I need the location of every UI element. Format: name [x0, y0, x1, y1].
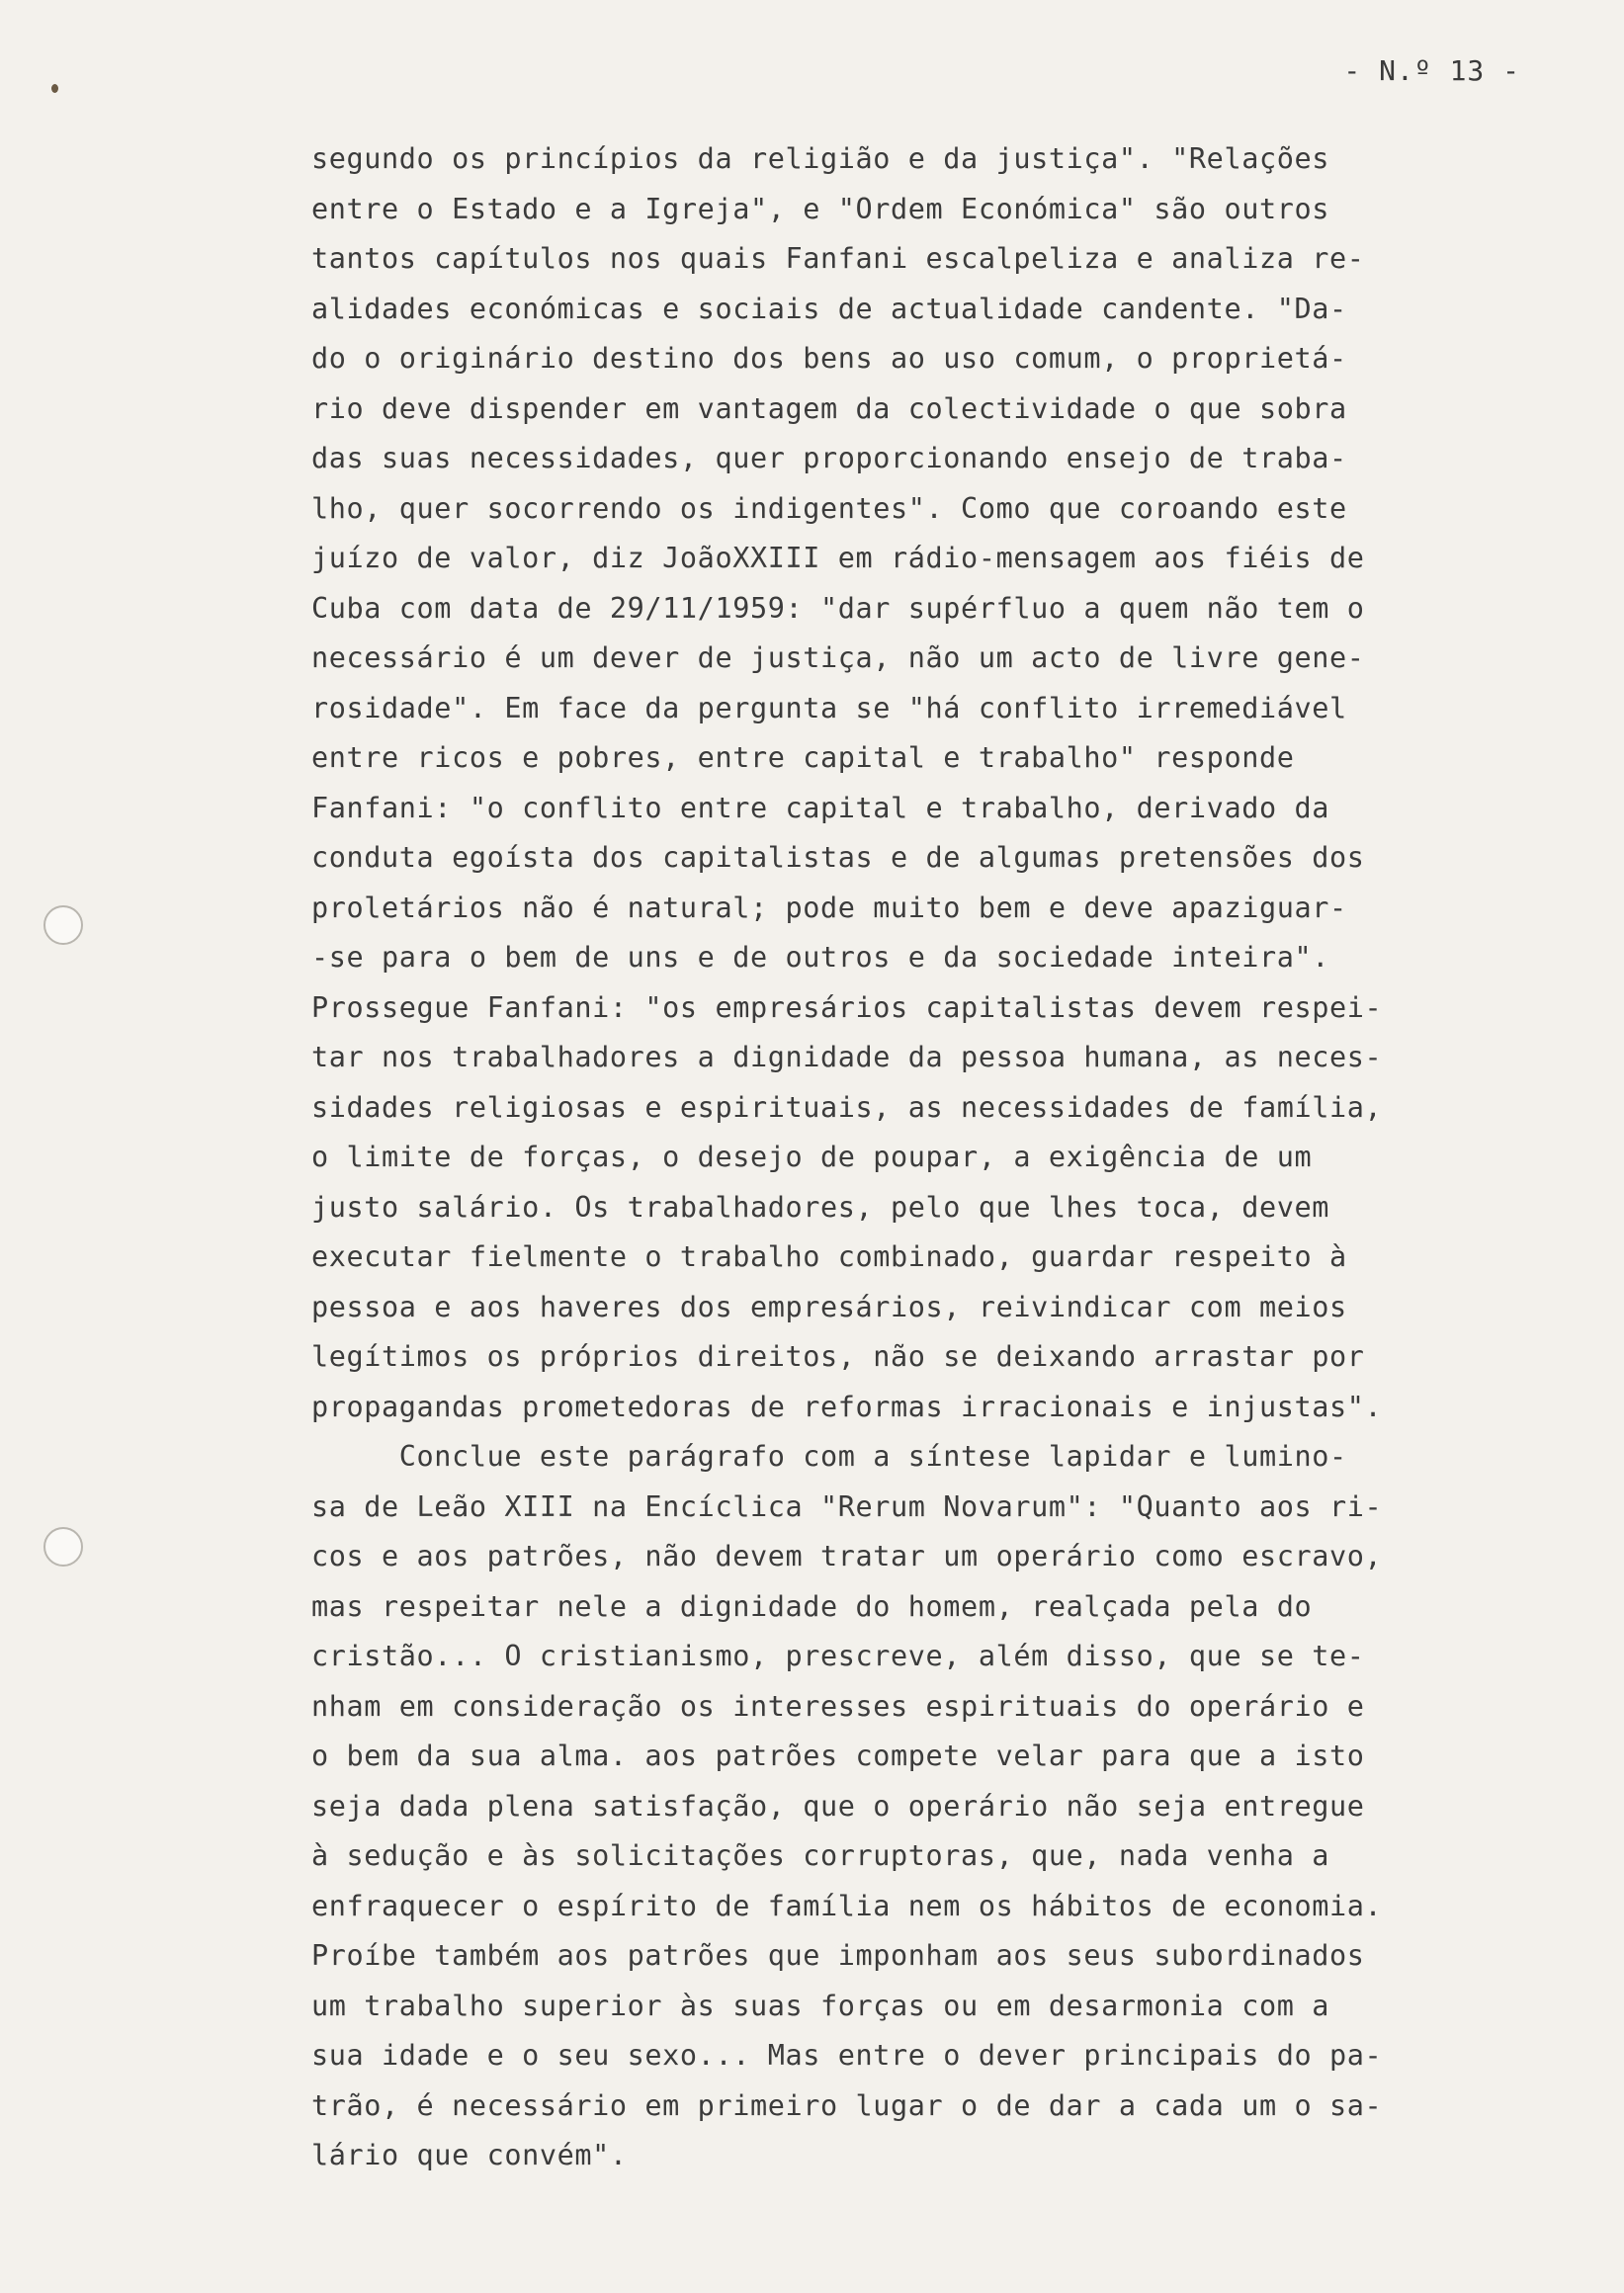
text-line: rosidade". Em face da pergunta se "há conflito irremediável: [311, 691, 1347, 724]
text-line: pessoa e aos haveres dos empresários, reivindicar com meios: [311, 1290, 1347, 1323]
text-line: legítimos os próprios direitos, não se deixando arrastar por: [311, 1340, 1365, 1373]
text-line: proletários não é natural; pode muito bem e deve apaziguar-: [311, 891, 1347, 924]
text-line: um trabalho superior às suas forças ou em desarmonia com a: [311, 1989, 1329, 2022]
text-line: propagandas prometedoras de reformas irracionais e injustas".: [311, 1390, 1383, 1423]
text-line: Cuba com data de 29/11/1959: "dar supérfluo a quem não tem o: [311, 591, 1365, 625]
body-text: [311, 134, 1547, 2181]
text-line: cos e aos patrões, não devem tratar um operário como escravo,: [311, 1540, 1383, 1572]
punch-hole: [43, 905, 83, 945]
text-line: justo salário. Os trabalhadores, pelo que lhes toca, devem: [311, 1190, 1329, 1224]
paper-speck: [51, 84, 58, 93]
text-line: lário que convém".: [311, 2139, 628, 2171]
text-line: sua idade e o seu sexo... Mas entre o dever principais do pa-: [311, 2039, 1383, 2072]
text-line: sa de Leão XIII na Encíclica "Rerum Novarum": "Quanto aos ri-: [311, 1489, 1383, 1523]
text-line: à sedução e às solicitações corruptoras, que, nada venha a: [311, 1839, 1329, 1872]
text-line: Fanfani: "o conflito entre capital e trabalho, derivado da: [311, 791, 1329, 824]
text-line: tar nos trabalhadores a dignidade da pessoa humana, as neces-: [311, 1041, 1383, 1073]
text-line: lho, quer socorrendo os indigentes". Como que coroando este: [311, 491, 1347, 525]
text-line: o limite de forças, o desejo de poupar, a exigência de um: [311, 1141, 1313, 1173]
text-line: sidades religiosas e espirituais, as necessidades de família,: [311, 1090, 1383, 1124]
text-line: -se para o bem de uns e de outros e da sociedade inteira".: [311, 941, 1329, 974]
text-line: o bem da sua alma. aos patrões compete velar para que a isto: [311, 1740, 1365, 1772]
text-line: Conclue este parágrafo com a síntese lapidar e lumino-: [311, 1440, 1347, 1473]
text-line: Proíbe também aos patrões que imponham aos seus subordinados: [311, 1939, 1365, 1972]
text-line: cristão... O cristianismo, prescreve, além disso, que se te-: [311, 1640, 1365, 1672]
text-line: entre ricos e pobres, entre capital e trabalho" responde: [311, 741, 1295, 774]
page-number: - N.º 13 -: [1343, 54, 1520, 87]
text-line: entre o Estado e a Igreja", e "Ordem Económica" são outros: [311, 192, 1329, 225]
text-line: conduta egoísta dos capitalistas e de algumas pretensões dos: [311, 841, 1365, 874]
text-line: alidades económicas e sociais de actualidade candente. "Da-: [311, 292, 1347, 325]
text-line: das suas necessidades, quer proporcionando ensejo de traba-: [311, 442, 1347, 474]
text-line: Prossegue Fanfani: "os empresários capitalistas devem respei-: [311, 990, 1383, 1024]
text-line: tantos capítulos nos quais Fanfani escalpeliza e analiza re-: [311, 242, 1365, 275]
text-line: enfraquecer o espírito de família nem os hábitos de economia.: [311, 1889, 1383, 1922]
text-line: seja dada plena satisfação, que o operário não seja entregue: [311, 1789, 1365, 1823]
text-line: rio deve dispender em vantagem da colectividade o que sobra: [311, 391, 1347, 425]
text-line: necessário é um dever de justiça, não um acto de livre gene-: [311, 641, 1365, 674]
text-line: nham em consideração os interesses espirituais do operário e: [311, 1689, 1365, 1723]
text-line: mas respeitar nele a dignidade do homem, realçada pela do: [311, 1589, 1313, 1623]
punch-hole: [43, 1527, 83, 1567]
text-line: segundo os princípios da religião e da justiça". "Relações: [311, 142, 1329, 175]
text-line: juízo de valor, diz JoãoXXIII em rádio-mensagem aos fiéis de: [311, 542, 1365, 574]
text-line: trão, é necessário em primeiro lugar o de dar a cada um o sa-: [311, 2088, 1383, 2122]
text-line: executar fielmente o trabalho combinado, guardar respeito à: [311, 1240, 1347, 1273]
text-line: do o originário destino dos bens ao uso comum, o proprietá-: [311, 342, 1347, 375]
